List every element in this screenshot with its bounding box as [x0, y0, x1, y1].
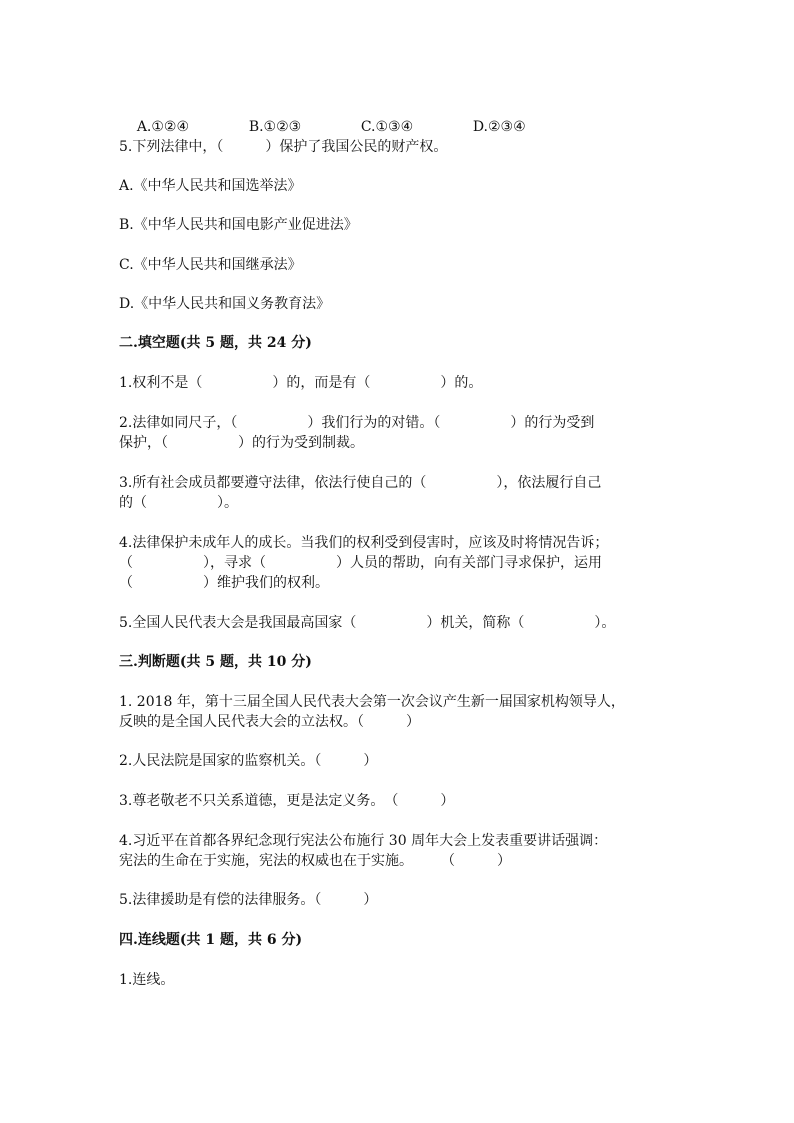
question-5-option-c: C.《中华人民共和国继承法》: [119, 257, 302, 273]
question-5-option-b: B.《中华人民共和国电影产业促进法》: [119, 217, 358, 233]
judgment-question-1-line-2: 反映的是全国人民代表大会的立法权。（ ）: [119, 714, 420, 730]
fill-question-4-line-3: （ ）维护我们的权利。: [119, 575, 329, 591]
question-5-option-a: A.《中华人民共和国选举法》: [119, 178, 302, 194]
matching-question-1: 1.连线。: [119, 972, 175, 988]
option-d: D.②③④: [472, 119, 526, 135]
fill-question-5: 5.全国人民代表大会是我国最高国家（ ）机关，简称（ ）。: [119, 615, 616, 631]
section-judgment-heading: 三.判断题(共 5 题，共 10 分): [119, 654, 312, 670]
judgment-question-1-line-1: 1. 2018 年，第十三届全国人民代表大会第一次会议产生新一届国家机构领导人，: [119, 694, 625, 710]
option-a: A.①②④: [136, 119, 190, 135]
fill-question-1: 1.权利不是（ ）的，而是有（ ）的。: [119, 375, 483, 391]
option-b: B.①②③: [248, 119, 302, 135]
section-fill-blank-heading: 二.填空题(共 5 题，共 24 分): [119, 335, 312, 351]
judgment-question-4-line-2: 宪法的生命在于实施，宪法的权威也在于实施。 （ ）: [119, 853, 511, 869]
option-c: C.①③④: [360, 119, 414, 135]
question-5-option-d: D.《中华人民共和国义务教育法》: [119, 296, 331, 312]
question-5-stem: 5.下列法律中，（ ）保护了我国公民的财产权。: [119, 139, 448, 155]
judgment-question-5: 5.法律援助是有偿的法律服务。（ ）: [119, 892, 378, 908]
fill-question-4-line-2: （ ），寻求（ ）人员的帮助，向有关部门寻求保护，运用: [119, 555, 602, 571]
section-matching-heading: 四.连线题(共 1 题，共 6 分): [119, 932, 303, 948]
fill-question-3-line-1: 3.所有社会成员都要遵守法律，依法行使自己的（ ），依法履行自己: [119, 475, 602, 491]
fill-question-2-line-2: 保护，（ ）的行为受到制裁。: [119, 435, 364, 451]
fill-question-2-line-1: 2.法律如同尺子，（ ）我们行为的对错。（ ）的行为受到: [119, 415, 595, 431]
fill-question-4-line-1: 4.法律保护未成年人的成长。当我们的权利受到侵害时，应该及时将情况告诉；: [119, 535, 609, 551]
judgment-question-3: 3.尊老敬老不只关系道德，更是法定义务。 （ ）: [119, 793, 455, 809]
judgment-question-4-line-1: 4.习近平在首都各界纪念现行宪法公布施行 30 周年大会上发表重要讲话强调：: [119, 833, 608, 849]
judgment-question-2: 2.人民法院是国家的监察机关。（ ）: [119, 753, 378, 769]
fill-question-3-line-2: 的（ ）。: [119, 495, 238, 511]
